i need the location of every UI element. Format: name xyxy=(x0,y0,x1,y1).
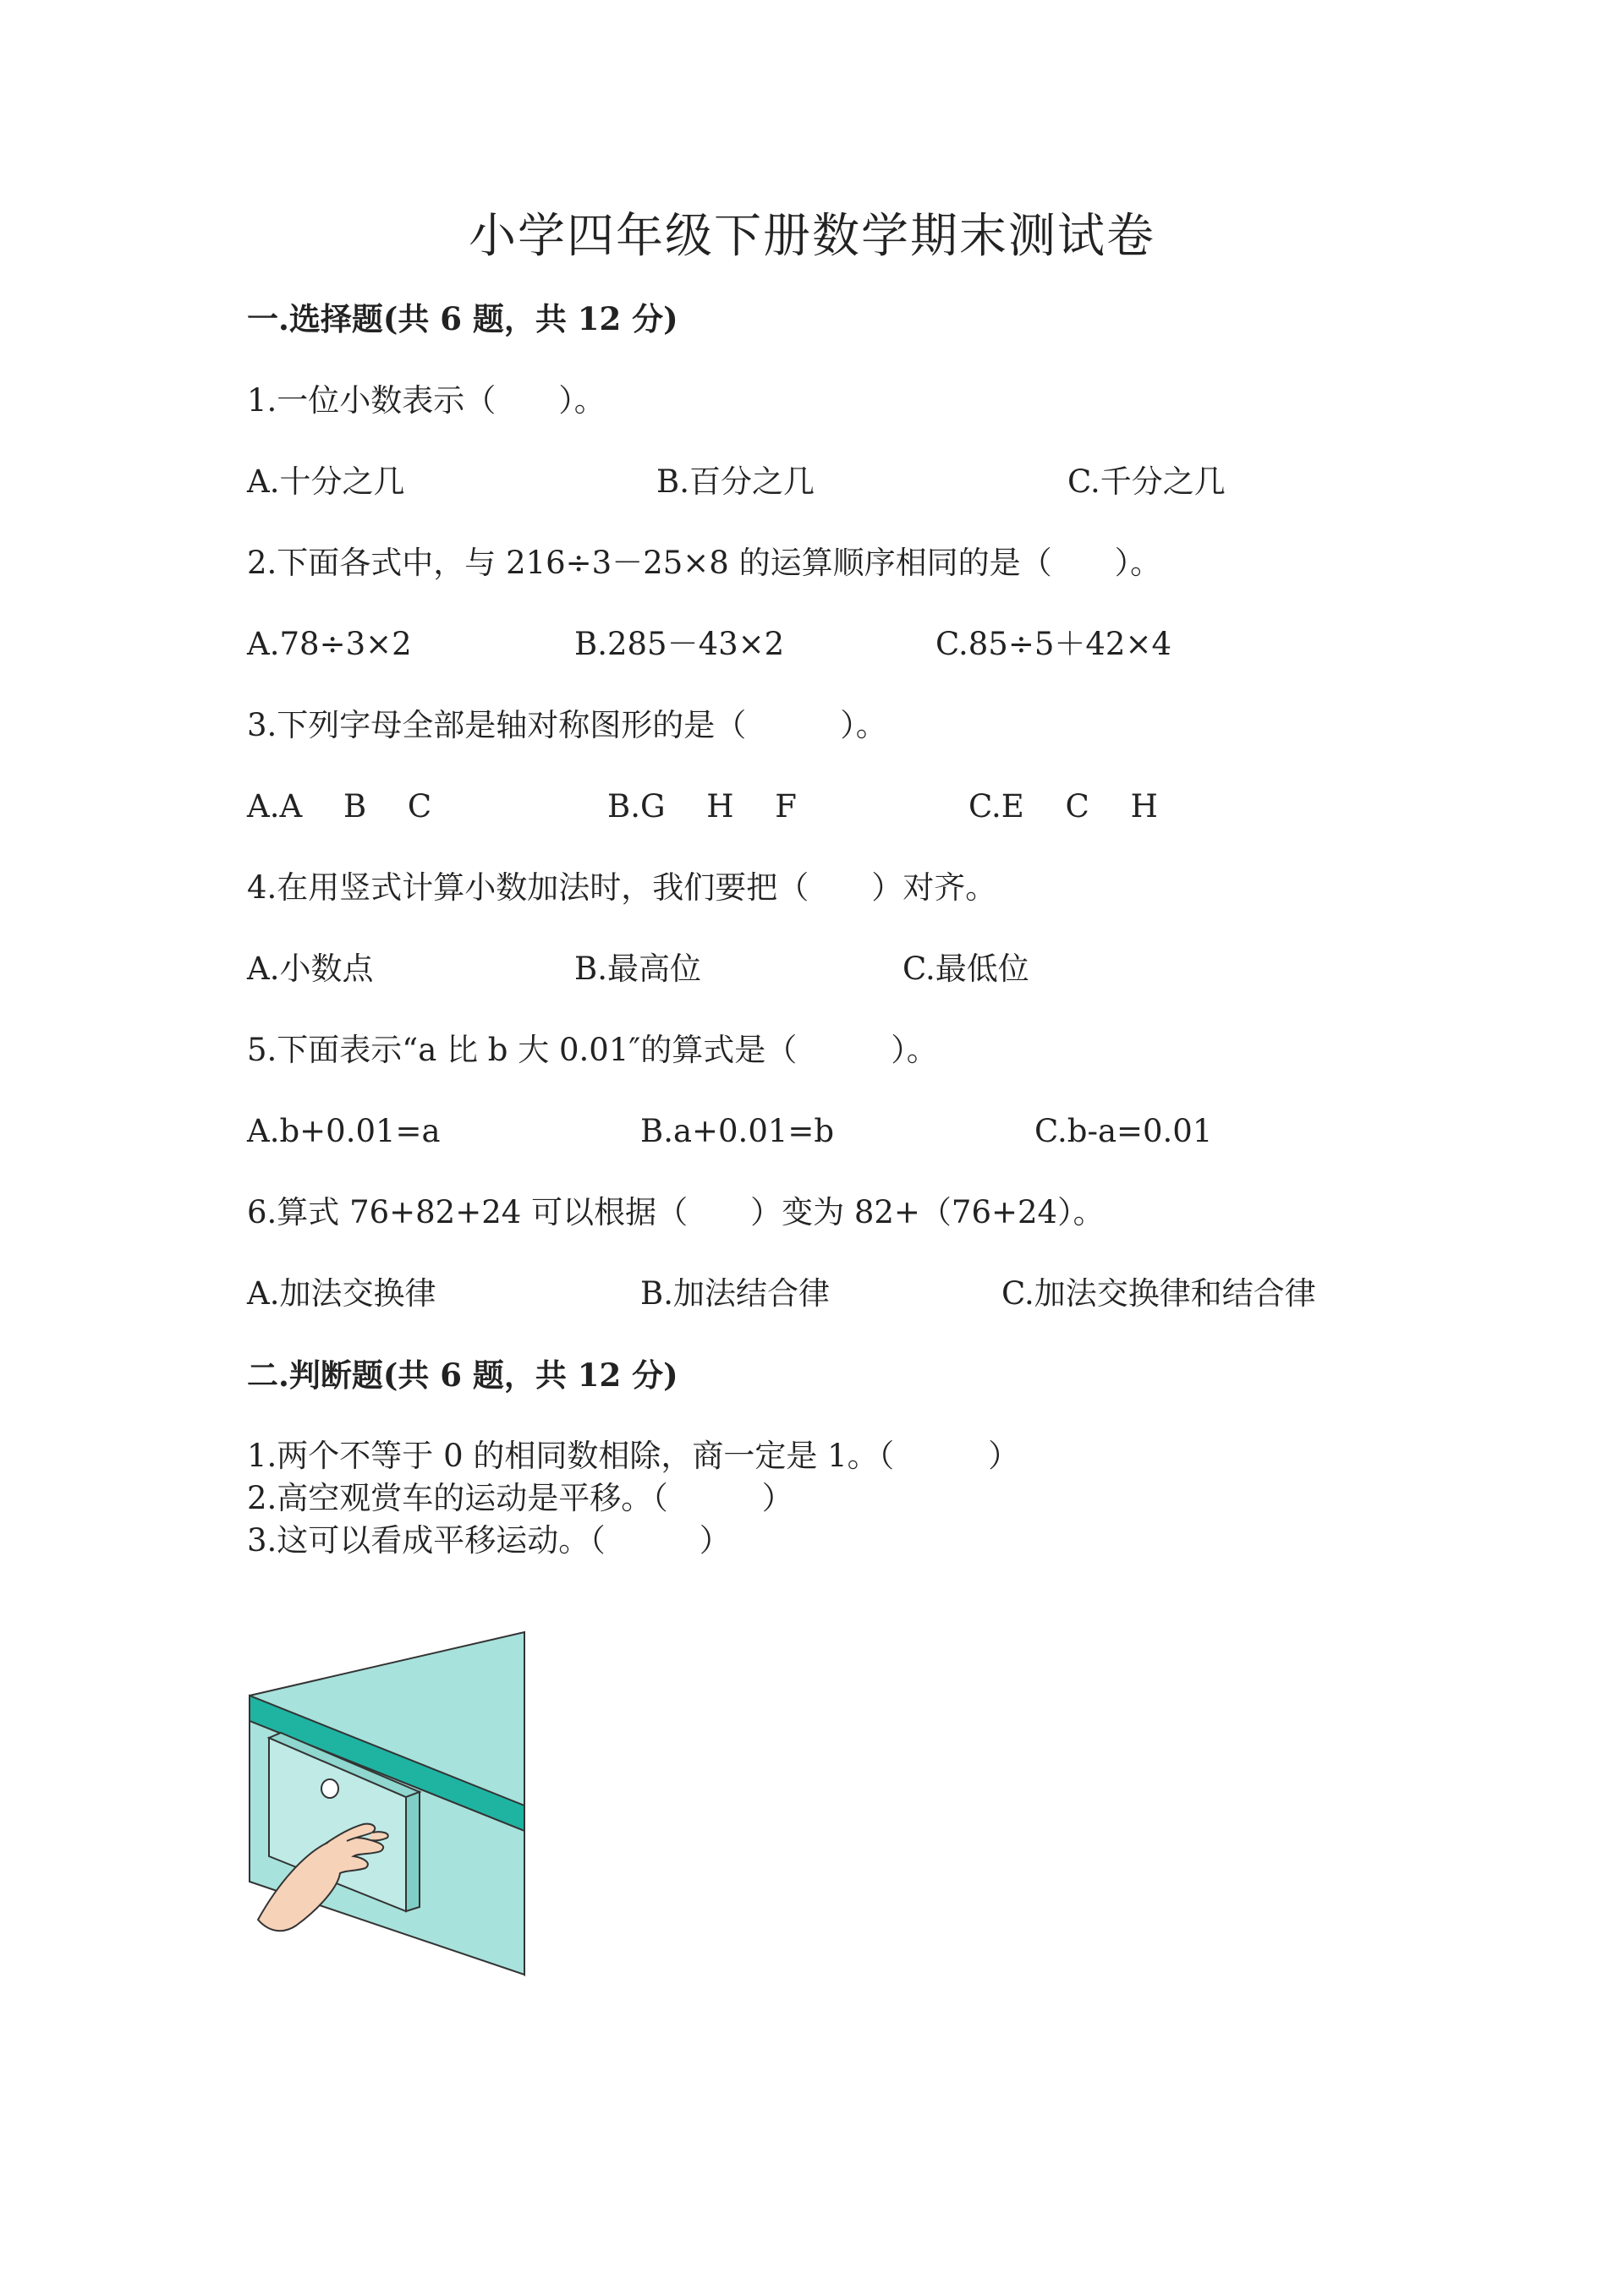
question-6-option-a: A.加法交换律 xyxy=(247,1275,436,1312)
question-3-option-b: B.G H F xyxy=(607,788,797,825)
drawer-pull-illustration xyxy=(245,1628,533,1983)
question-5-option-c: C.b-a=0.01 xyxy=(1034,1113,1213,1149)
section-heading-choice: 一.选择题(共 6 题，共 12 分) xyxy=(247,300,678,337)
question-1-option-b: B.百分之几 xyxy=(656,463,815,500)
question-3-option-a: A.A B C xyxy=(247,788,432,825)
question-5-option-a: A.b+0.01=a xyxy=(247,1113,441,1149)
question-4-option-c: C.最低位 xyxy=(903,951,1029,987)
question-3-option-c: C.E C H xyxy=(968,788,1158,825)
drawer-pull-icon xyxy=(245,1628,533,1983)
judgement-1-stem: 1.两个不等于 0 的相同数相除，商一定是 1。（ ） xyxy=(247,1438,1020,1474)
question-4-option-a: A.小数点 xyxy=(247,951,374,987)
question-2-option-b: B.285－43×2 xyxy=(574,626,785,662)
question-1-option-a: A.十分之几 xyxy=(247,463,405,500)
question-2-option-a: A.78÷3×2 xyxy=(247,626,412,662)
judgement-3-stem: 3.这可以看成平移运动。（ ） xyxy=(247,1522,731,1559)
question-1-option-c: C.千分之几 xyxy=(1067,463,1226,500)
section-heading-judgement: 二.判断题(共 6 题，共 12 分) xyxy=(247,1356,678,1394)
page-title: 小学四年级下册数学期末测试卷 xyxy=(469,209,1155,264)
question-6-stem: 6.算式 76+82+24 可以根据（ ）变为 82+（76+24）。 xyxy=(247,1194,1105,1230)
question-2-option-c: C.85÷5＋42×4 xyxy=(935,626,1171,662)
question-2-stem: 2.下面各式中，与 216÷3－25×8 的运算顺序相同的是（ ）。 xyxy=(247,545,1162,581)
question-5-option-b: B.a+0.01=b xyxy=(640,1113,835,1149)
question-3-stem: 3.下列字母全部是轴对称图形的是（ ）。 xyxy=(247,707,887,743)
question-1-stem: 1.一位小数表示（ ）。 xyxy=(247,382,606,419)
question-4-stem: 4.在用竖式计算小数加法时，我们要把（ ）对齐。 xyxy=(247,869,997,906)
question-4-option-b: B.最高位 xyxy=(574,951,701,987)
question-6-option-c: C.加法交换律和结合律 xyxy=(1001,1275,1316,1312)
question-6-option-b: B.加法结合律 xyxy=(640,1275,830,1312)
question-5-stem: 5.下面表示“a 比 b 大 0.01″的算式是（ ）。 xyxy=(247,1032,938,1068)
judgement-2-stem: 2.高空观赏车的运动是平移。（ ） xyxy=(247,1480,793,1516)
